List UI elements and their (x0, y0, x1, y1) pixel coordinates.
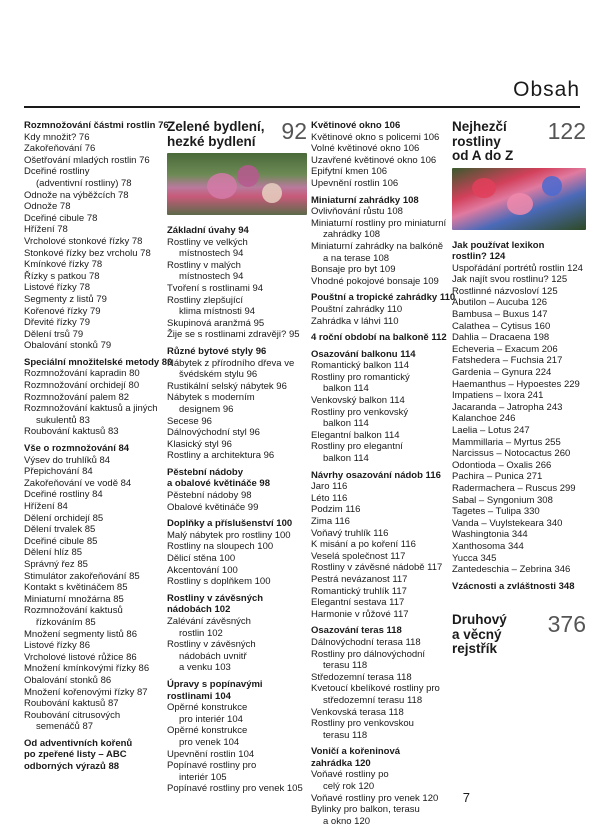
toc-entry[interactable]: Volné květinové okno 106 (311, 143, 420, 155)
chapter-page-number: 122 (547, 118, 586, 144)
toc-entry[interactable]: Tvoření s rostlinami 94 (167, 282, 264, 294)
toc-entry[interactable]: Ošetřování mladých rostlin 76 (24, 154, 150, 166)
toc-entry[interactable]: Množení kmínkovými řízky 86 (24, 663, 150, 675)
toc-entry[interactable]: Rozmnožování orchidejí 80 (24, 380, 140, 392)
page-number: 7 (462, 790, 470, 805)
toc-entry[interactable]: Xanthosoma 344 (452, 540, 524, 552)
toc-entry[interactable]: Uzavřené květinové okno 106 (311, 154, 437, 166)
toc-entry[interactable]: (adventivní rostliny) 78 (36, 177, 132, 189)
chapter-title-line2: a věcný rejstřík (452, 626, 502, 657)
toc-entry[interactable]: Echeveria – Exacum 206 (452, 343, 558, 355)
toc-entry[interactable]: Romantický balkon 114 (311, 360, 410, 372)
toc-entry[interactable]: Jacaranda – Jatropha 243 (452, 401, 563, 413)
toc-entry[interactable]: Zakořeňování ve vodě 84 (24, 477, 132, 489)
toc-entry[interactable]: Pestrá nevázanost 117 (311, 573, 408, 585)
toc-entry[interactable]: Pachira – Punica 271 (452, 471, 543, 483)
toc-entry[interactable]: středozemní terasu 118 (323, 694, 423, 706)
toc-entry[interactable]: Obalování stonků 79 (24, 340, 112, 352)
toc-entry[interactable]: Dahlia – Dracaena 198 (452, 332, 550, 344)
toc-entry[interactable]: Zahrádka v láhvi 110 (311, 315, 399, 327)
chapter-title-line1: Zelené bydlení, (167, 119, 265, 134)
toc-section (167, 467, 307, 513)
toc-entry[interactable]: Bambusa – Buxus 147 (452, 309, 548, 321)
toc-entry[interactable]: Tagetes – Tulipa 330 (452, 506, 540, 518)
toc-entry[interactable]: semenáčů 87 (36, 721, 94, 733)
toc-section-heading[interactable]: Od adventivních kořenů (24, 737, 133, 749)
toc-section-heading[interactable]: 4 roční období na balkoně 112 (311, 332, 447, 344)
toc-entry[interactable]: terasu 118 (323, 660, 368, 672)
toc-entry[interactable]: Rostliny v závěsných (167, 639, 256, 651)
chapter-title-line1: Nejhezčí rostliny (452, 119, 507, 149)
toc-entry[interactable]: Rostliny pro elegantní (311, 441, 403, 453)
toc-entry[interactable]: Dřevité řízky 79 (24, 317, 90, 329)
toc-entry[interactable]: Nábytek s moderním (167, 392, 255, 404)
toc-section-heading[interactable]: Úpravy s popínavými (167, 678, 263, 690)
toc-entry[interactable]: Opěrné konstrukce (167, 702, 248, 714)
toc-entry[interactable]: Venkovský balkon 114 (311, 395, 405, 407)
toc-entry[interactable]: Popínavé rostliny pro (167, 760, 257, 772)
toc-entry[interactable]: zahrádky 108 (323, 229, 381, 241)
toc-entry[interactable]: Dálnovýchodní terasa 118 (311, 636, 421, 648)
toc-entry[interactable]: Zima 116 (311, 516, 350, 527)
toc-entry[interactable]: Vrcholové listové růžice 86 (24, 651, 137, 663)
toc-entry[interactable]: Impatiens – Ixora 241 (452, 390, 544, 402)
toc-entry[interactable]: Listové řízky 78 (24, 282, 90, 294)
toc-entry[interactable]: Rozmnožování kapradin 80 (24, 368, 140, 380)
toc-section (167, 225, 307, 341)
toc-entry[interactable]: Stimulátor zakořeňování 85 (24, 570, 140, 582)
toc-section-heading[interactable]: Miniaturní zahrádky 108 (311, 194, 419, 206)
toc-entry[interactable]: Yucca 345 (452, 552, 497, 564)
toc-entry[interactable]: zahrádka 120 (311, 757, 371, 769)
toc-entry[interactable]: Laelia – Lotus 247 (452, 425, 530, 436)
toc-entry[interactable]: Harmonie v růžové 117 (311, 608, 409, 620)
toc-entry[interactable]: Rostliny v malých (167, 259, 241, 271)
toc-entry[interactable]: Obalování stonků 86 (24, 674, 112, 686)
toc-entry[interactable]: a venku 103 (179, 662, 231, 674)
toc-entry[interactable]: celý rok 120 (323, 781, 375, 793)
toc-entry[interactable]: Rozmnožování palem 82 (24, 391, 130, 403)
toc-entry[interactable]: odborných výrazů 88 (24, 761, 120, 773)
toc-section (311, 332, 449, 344)
interior-plants-photo (167, 153, 307, 215)
toc-entry[interactable]: Akcentování 100 (167, 564, 238, 576)
toc-section (311, 349, 449, 465)
toc-entry[interactable]: Bonsaje pro byt 109 (311, 264, 396, 276)
page-title: Obsah (513, 78, 580, 101)
toc-section-heading[interactable]: Doplňky a příslušenství 100 (167, 518, 293, 530)
toc-section-heading[interactable]: Osazování teras 118 (311, 625, 402, 637)
toc-entry[interactable]: Roubování kaktusů 87 (24, 698, 119, 710)
toc-entry[interactable]: Kontakt s květináčem 85 (24, 582, 128, 594)
toc-entry[interactable]: Listové řízky 86 (24, 640, 90, 652)
toc-entry[interactable]: Pouštní zahrádky 110 (311, 303, 403, 315)
toc-entry[interactable]: Gardenia – Gynura 224 (452, 367, 552, 379)
chapter-page-number: 376 (547, 611, 586, 638)
toc-entry[interactable]: Veselá společnost 117 (311, 550, 406, 562)
toc-entry[interactable]: Podzim 116 (311, 504, 361, 516)
toc-entry[interactable]: Kdy množit? 76 (24, 131, 90, 143)
toc-entry[interactable]: Pěstební nádoby 98 (167, 490, 252, 502)
toc-entry[interactable]: Hřížení 78 (24, 224, 68, 236)
toc-entry[interactable]: Epifytní kmen 106 (311, 166, 388, 178)
toc-section-heading[interactable]: Vzácnosti a zvláštnosti 348 (452, 580, 575, 592)
toc-column-4 (452, 120, 586, 661)
toc-section (311, 120, 449, 190)
toc-entry[interactable]: Rostliny na sloupech 100 (167, 541, 274, 553)
toc-entry[interactable]: Romantický truhlík 117 (311, 585, 407, 597)
toc-entry[interactable]: Opěrné konstrukce (167, 725, 248, 737)
chapter-title (452, 613, 548, 657)
toc-entry[interactable]: rostlin? 124 (452, 251, 506, 263)
chapter-title-line2: od A do Z (452, 148, 514, 163)
toc-entry[interactable]: Rostliny zlepšující (167, 294, 244, 306)
toc-entry[interactable]: Kořenové řízky 79 (24, 305, 101, 317)
toc-entry[interactable]: Radermachera – Ruscus 299 (452, 482, 576, 494)
toc-entry[interactable]: Rostliny pro dálnovýchodní (311, 648, 426, 660)
toc-entry[interactable]: Rostliny pro romantický (311, 371, 410, 383)
toc-entry[interactable]: Zakořeňování 76 (24, 143, 96, 155)
toc-section-heading[interactable]: Návrhy osazování nádob 116 (311, 469, 441, 481)
toc-entry[interactable]: Dálnovýchodní styl 96 (167, 427, 260, 439)
toc-entry[interactable]: Upevnění rostlin 104 (167, 748, 255, 760)
toc-section (167, 679, 307, 795)
toc-entry[interactable]: Rozmnožování kaktusů (24, 605, 123, 617)
toc-entry[interactable]: Elegantní sestava 117 (311, 597, 405, 609)
toc-entry[interactable]: Voňavé rostliny pro venek 120 (311, 792, 439, 804)
toc-section-heading[interactable]: Rozmnožování částmi rostlin 76 (24, 120, 169, 131)
toc-entry[interactable]: Voňavé rostliny po (311, 769, 389, 781)
toc-section-heading[interactable]: Květinové okno 106 (311, 120, 401, 131)
toc-entry[interactable]: Fatshedera – Fuchsia 217 (452, 355, 563, 367)
toc-entry[interactable]: Množení kořenovými řízky 87 (24, 686, 148, 698)
toc-section-heading[interactable]: Speciální množitelské metody 80 (24, 356, 173, 368)
toc-entry[interactable]: Rostliny a architektura 96 (167, 450, 275, 462)
toc-entry[interactable]: Vanda – Vuylstekeara 340 (452, 517, 563, 529)
toc-entry[interactable]: Skupinová aranžmá 95 (167, 317, 265, 329)
toc-entry[interactable]: Segmenty z listů 79 (24, 293, 107, 305)
toc-entry[interactable]: sukulentů 83 (36, 414, 90, 426)
toc-entry[interactable]: Ovlivňování růstu 108 (311, 206, 403, 218)
toc-entry[interactable]: Abutilon – Aucuba 126 (452, 297, 548, 309)
toc-entry[interactable]: Mammillaria – Myrtus 255 (452, 436, 561, 448)
toc-section (24, 120, 169, 352)
toc-entry[interactable]: Rozmnožování kaktusů a jiných (24, 403, 158, 415)
toc-entry[interactable]: Popínavé rostliny pro venek 105 (167, 783, 303, 795)
toc-entry[interactable]: Přepichování 84 (24, 466, 93, 478)
toc-section (167, 518, 307, 588)
toc-entry[interactable]: Správný řez 85 (24, 558, 88, 570)
toc-entry[interactable]: Odnože na výběžcích 78 (24, 189, 129, 201)
toc-entry[interactable]: Jak najít svou rostlinu? 125 (452, 274, 568, 286)
toc-entry[interactable]: klima místnosti 94 (179, 306, 256, 318)
toc-entry[interactable]: Narcissus – Notocactus 260 (452, 448, 571, 460)
toc-section (311, 470, 449, 621)
toc-entry[interactable]: Středozemní terasa 118 (311, 671, 412, 683)
toc-section (311, 195, 449, 288)
toc-column-1 (24, 120, 173, 778)
toc-entry[interactable]: místnostech 94 (179, 248, 244, 260)
toc-entry[interactable]: Upevnění rostlin 106 (311, 177, 399, 189)
toc-section-heading[interactable]: Osazování balkonu 114 (311, 348, 416, 360)
toc-entry[interactable]: Výsev do truhlíků 84 (24, 454, 111, 466)
toc-entry[interactable]: Roubování citrusových (24, 709, 121, 721)
toc-entry[interactable]: po zpeřené listy – ABC (24, 749, 127, 761)
toc-section-heading[interactable]: Jak používat lexikon (452, 239, 545, 251)
toc-entry[interactable]: řízkováním 85 (36, 616, 96, 628)
chapter-page-number: 92 (281, 118, 307, 144)
toc-entry[interactable]: Rostliny v závěsné nádobě 117 (311, 562, 443, 574)
toc-entry[interactable]: Klasický styl 96 (167, 438, 232, 450)
toc-entry[interactable]: Dceřiné cibule 85 (24, 535, 98, 547)
toc-entry[interactable]: Dceřiné rostliny 84 (24, 489, 103, 501)
toc-entry[interactable]: Dělení trsů 79 (24, 328, 84, 340)
toc-entry[interactable]: a obalové květináče 98 (167, 478, 270, 490)
toc-entry[interactable]: Odontioda – Oxalis 266 (452, 459, 552, 471)
toc-entry[interactable]: Léto 116 (311, 492, 348, 504)
chapter-header-green-living[interactable] (167, 120, 307, 149)
toc-entry[interactable]: designem 96 (179, 403, 234, 415)
toc-entry[interactable]: pro venek 104 (179, 736, 240, 748)
toc-entry[interactable]: Nábytek z přírodního dřeva ve (167, 357, 295, 369)
toc-entry[interactable]: Stonkové řízky bez vrcholu 78 (24, 247, 151, 259)
toc-section (311, 292, 456, 327)
toc-entry[interactable]: Kalanchoe 246 (452, 413, 516, 425)
toc-entry[interactable]: interiér 105 (179, 771, 227, 783)
toc-entry[interactable]: Rostliny ve velkých (167, 236, 248, 248)
toc-entry[interactable]: Odnože 78 (24, 201, 71, 213)
toc-entry[interactable]: balkon 114 (323, 453, 369, 465)
toc-entry[interactable]: balkon 114 (323, 383, 369, 395)
toc-entry[interactable]: rostlinami 104 (167, 690, 231, 702)
toc-entry[interactable]: Dělení orchidejí 85 (24, 512, 104, 524)
toc-entry[interactable]: Dělení hlíz 85 (24, 547, 83, 559)
toc-entry[interactable]: švédském stylu 96 (179, 369, 258, 381)
toc-entry[interactable]: Rostlinné názvosloví 125 (452, 285, 558, 297)
toc-entry[interactable]: rostlin 102 (179, 627, 223, 639)
toc-entry[interactable]: Rostliny s doplňkem 100 (167, 576, 271, 588)
toc-entry[interactable]: Obalové květináče 99 (167, 501, 259, 513)
chapter-header-index[interactable] (452, 613, 586, 657)
toc-section (311, 625, 449, 741)
toc-section-heading[interactable]: Pěstební nádoby (167, 466, 244, 478)
toc-entry[interactable]: Miniaturní rostliny pro miniaturní (311, 217, 447, 229)
toc-entry[interactable]: Sabal – Syngonium 308 (452, 494, 553, 506)
toc-entry[interactable]: Řízky s patkou 78 (24, 270, 100, 282)
toc-section (311, 746, 449, 827)
toc-entry[interactable]: nádobách 102 (167, 604, 231, 616)
toc-entry[interactable]: terasu 118 (323, 729, 368, 741)
toc-section-heading[interactable]: Různé bytové styly 96 (167, 345, 267, 357)
toc-entry[interactable]: Bylinky pro balkon, terasu (311, 804, 420, 816)
toc-entry[interactable]: Miniaturní množárna 85 (24, 593, 124, 605)
toc-entry[interactable]: Rustikální selský nábytek 96 (167, 380, 287, 392)
toc-section-heading[interactable]: Vše o rozmnožování 84 (24, 443, 130, 455)
toc-entry[interactable]: Dceřiné rostliny (24, 166, 90, 178)
toc-entry[interactable]: a na terase 108 (323, 252, 390, 264)
toc-entry[interactable]: Roubování kaktusů 83 (24, 426, 119, 438)
toc-entry[interactable]: Elegantní balkon 114 (311, 429, 400, 441)
toc-entry[interactable]: Washingtonia 344 (452, 529, 528, 541)
toc-section (24, 738, 158, 773)
toc-section-heading[interactable]: Rostliny v závěsných (167, 592, 264, 604)
toc-entry[interactable]: Množení segmenty listů 86 (24, 628, 138, 640)
toc-entry[interactable]: K misání a po koření 116 (311, 539, 416, 551)
toc-section (167, 593, 307, 674)
toc-entry[interactable]: balkon 114 (323, 418, 369, 430)
toc-entry[interactable]: Květinové okno s policemi 106 (311, 131, 440, 143)
toc-entry[interactable]: Kmínkové řízky 78 (24, 259, 103, 271)
toc-entry[interactable]: nádobách uvnitř (179, 650, 247, 662)
chapter-title-line1: Druhový (452, 612, 507, 628)
toc-section (24, 443, 158, 733)
toc-entry[interactable]: a okno 120 (323, 815, 371, 827)
toc-section (452, 240, 586, 576)
toc-column-3 (311, 120, 456, 832)
toc-entry[interactable]: Rostliny pro venkovskou (311, 718, 414, 730)
toc-entry[interactable]: pro interiér 104 (179, 713, 243, 725)
toc-entry[interactable]: Jaro 116 (311, 481, 348, 493)
toc-section-heading[interactable]: Voničí a kořeninová (311, 746, 401, 758)
toc-entry[interactable]: Voňavý truhlík 116 (311, 527, 389, 539)
toc-entry[interactable]: Zalévání závěsných (167, 616, 251, 627)
toc-section-heading[interactable]: Základní úvahy 94 (167, 225, 249, 236)
chapter-header-plants-a-z[interactable] (452, 120, 586, 164)
toc-entry[interactable]: Kvetoucí kbelíkové rostliny pro (311, 683, 440, 695)
toc-entry[interactable]: Dceřiné cibule 78 (24, 212, 98, 224)
toc-section-heading[interactable]: Pouštní a tropické zahrádky 110 (311, 292, 456, 304)
toc-entry[interactable]: Dělení trvalek 85 (24, 524, 96, 536)
toc-entry[interactable]: Vhodné pokojové bonsaje 109 (311, 275, 439, 287)
toc-entry[interactable]: Zantedeschia – Zebrina 346 (452, 564, 571, 576)
toc-entry[interactable]: Dělicí stěna 100 (167, 553, 236, 565)
toc-entry[interactable]: Hřížení 84 (24, 501, 68, 512)
toc-entry[interactable]: Secese 96 (167, 415, 212, 427)
toc-section (167, 346, 307, 462)
chapter-title-line2: hezké bydlení (167, 133, 256, 149)
toc-section (452, 581, 586, 593)
balcony-flowers-photo (452, 168, 586, 230)
toc-entry[interactable]: Venkovská terasa 118 (311, 706, 404, 718)
toc-entry[interactable]: Calathea – Cytisus 160 (452, 320, 551, 332)
toc-entry[interactable]: Žije se s rostlinami zdravěji? 95 (167, 329, 300, 341)
toc-column-2 (167, 120, 307, 800)
toc-entry[interactable]: Rostliny pro venkovský (311, 406, 409, 418)
toc-entry[interactable]: Haemanthus – Hypoestes 229 (452, 378, 580, 390)
toc-section (24, 356, 173, 438)
toc-entry[interactable]: Malý nábytek pro rostliny 100 (167, 529, 291, 541)
chapter-title (452, 120, 548, 164)
toc-entry[interactable]: Miniaturní zahrádky na balkóně (311, 240, 444, 252)
header-rule (24, 106, 580, 108)
toc-entry[interactable]: Vrcholové stonkové řízky 78 (24, 235, 143, 247)
chapter-title (167, 120, 265, 149)
toc-entry[interactable]: Uspořádání portrétů rostlin 124 (452, 262, 583, 274)
toc-entry[interactable]: místnostech 94 (179, 271, 244, 283)
